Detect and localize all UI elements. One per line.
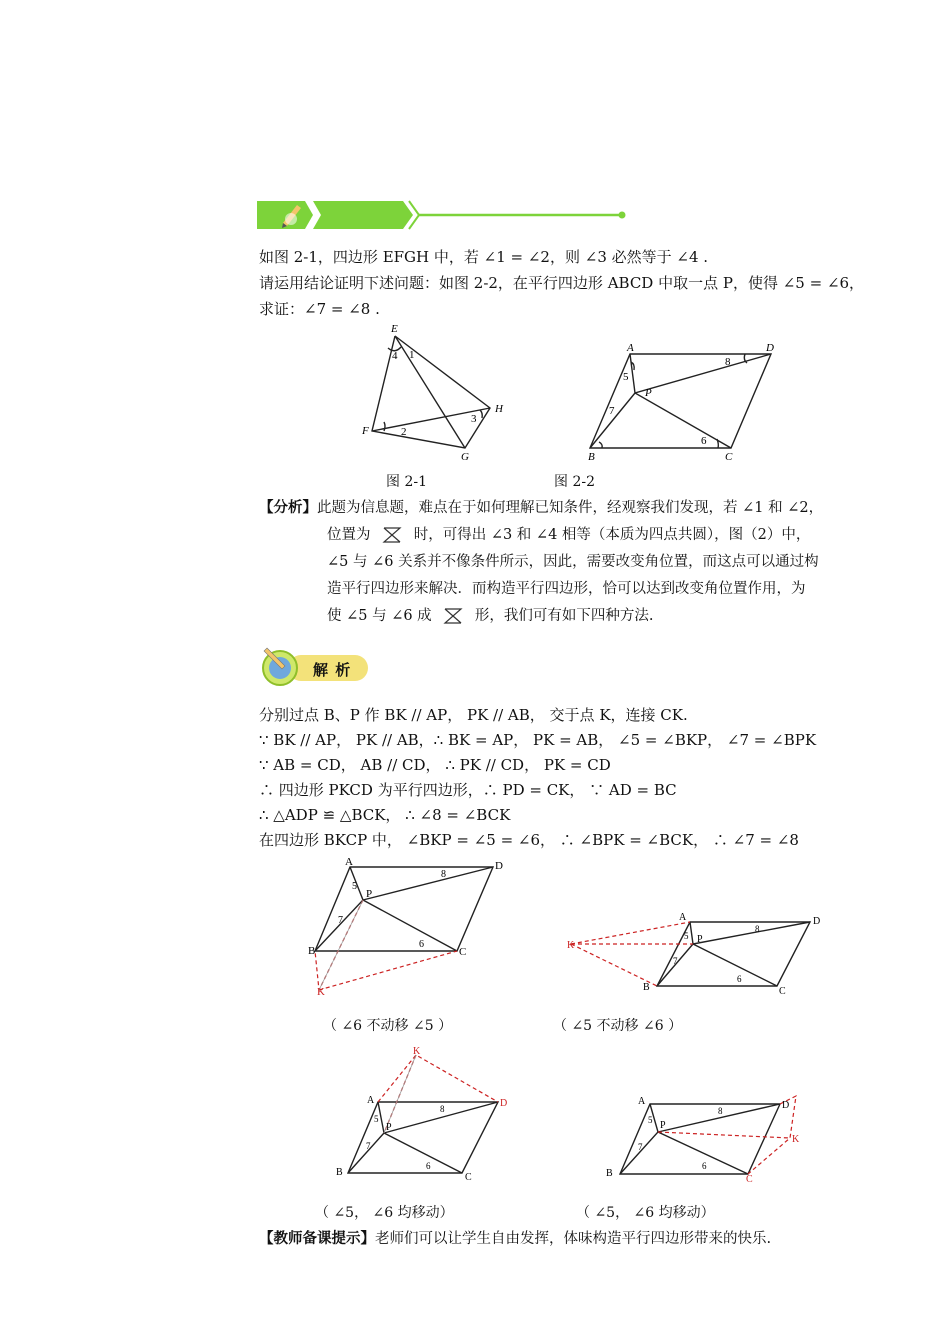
angle-7: 7 — [338, 915, 343, 926]
label-C: C — [746, 1174, 753, 1183]
angle-7: 7 — [673, 956, 678, 966]
method-4-caption: （ ∠5， ∠6 均移动） — [576, 1205, 715, 1221]
method-figure-3 — [330, 1045, 520, 1180]
fig-2-1-caption: 图 2-1 — [386, 474, 427, 490]
label-K: K — [317, 986, 325, 998]
solution-line-4: ∴ 四边形 PKCD 为平行四边形，∴ PD = CK， ∵ AD = BC — [259, 781, 677, 799]
method-figure-4 — [598, 1088, 813, 1183]
figure-2-2 — [585, 338, 785, 468]
label-K: K — [413, 1046, 421, 1057]
label-A: A — [679, 912, 687, 923]
label-K: K — [567, 940, 575, 951]
label-D: D — [495, 860, 503, 872]
solution-line-2: ∵ BK // AP， PK // AB，∴ BK = AP， PK = AB， ∠5 = ∠BKP， ∠7 = ∠BPK — [259, 731, 817, 749]
angle-8: 8 — [725, 356, 731, 368]
label-B: B — [308, 945, 316, 957]
angle-5: 5 — [623, 371, 629, 383]
label-C: C — [465, 1172, 472, 1180]
label-D: D — [813, 916, 821, 927]
angle-6: 6 — [701, 435, 707, 447]
label-A: A — [627, 342, 634, 354]
section-banner — [255, 195, 635, 235]
problem-line-1: 如图 2-1，四边形 EFGH 中，若 ∠1 = ∠2，则 ∠3 必然等于 ∠4 . — [259, 248, 709, 266]
method-2-caption: （ ∠5 不动移 ∠6 ） — [553, 1018, 683, 1034]
tip-tag: 【教师备课提示】 — [259, 1230, 375, 1247]
analysis-row-3: ∠5 与 ∠6 关系并不像条件所示，因此，需要改变角位置，而这点可以通过构 — [327, 554, 819, 570]
angle-7: 7 — [638, 1142, 643, 1152]
angle-8: 8 — [755, 924, 760, 934]
angle-3: 3 — [471, 413, 477, 425]
analysis-row-5b: 形，我们可有如下四种方法. — [474, 608, 654, 624]
angle-1: 1 — [409, 349, 415, 361]
method-1-caption: （ ∠6 不动移 ∠5 ） — [323, 1018, 453, 1034]
angle-5: 5 — [648, 1115, 653, 1125]
angle-8: 8 — [718, 1106, 723, 1116]
angle-7: 7 — [366, 1141, 371, 1151]
analysis-row-2a: 位置为 — [327, 527, 371, 543]
angle-4: 4 — [392, 350, 398, 362]
method-figure-2 — [565, 908, 830, 998]
label-H: H — [495, 403, 503, 415]
label-C: C — [459, 946, 467, 958]
angle-5: 5 — [352, 881, 357, 892]
tip-text: 老师们可以让学生自由发挥，体味构造平行四边形带来的快乐. — [375, 1231, 772, 1247]
solution-badge-label: 解 析 — [313, 661, 352, 679]
label-P: P — [366, 888, 373, 900]
angle-5: 5 — [684, 931, 689, 941]
label-B: B — [336, 1167, 343, 1178]
bowtie-icon — [442, 607, 464, 625]
angle-6: 6 — [737, 974, 742, 984]
solution-line-5: ∴ △ADP ≌ △BCK， ∴ ∠8 = ∠BCK — [259, 806, 511, 824]
angle-6: 6 — [702, 1161, 707, 1171]
analysis-tag: 【分析】 — [259, 499, 317, 516]
label-B: B — [606, 1168, 613, 1179]
label-B: B — [643, 982, 650, 993]
solution-line-6: 在四边形 BKCP 中， ∠BKP = ∠5 = ∠6， ∴ ∠BPK = ∠BCK， ∴ ∠7 = ∠8 — [259, 831, 799, 849]
label-A: A — [345, 856, 353, 868]
solution-line-1: 分别过点 B、P 作 BK // AP， PK // AB， 交于点 K，连接 CK. — [259, 706, 688, 724]
label-D: D — [500, 1098, 508, 1109]
problem-line-3: 求证：∠7 = ∠8 . — [259, 300, 380, 318]
angle-6: 6 — [419, 939, 424, 950]
label-C: C — [779, 986, 786, 997]
label-C: C — [725, 451, 733, 463]
solution-line-3: ∵ AB = CD， AB // CD， ∴ PK // CD， PK = CD — [259, 756, 611, 774]
method-3-caption: （ ∠5， ∠6 均移动） — [315, 1205, 454, 1221]
label-E: E — [391, 323, 398, 335]
label-K: K — [792, 1134, 800, 1145]
fig-2-2-caption: 图 2-2 — [554, 474, 595, 490]
label-F: F — [362, 425, 369, 437]
analysis-block — [259, 494, 899, 630]
method-figure-1 — [305, 855, 520, 1000]
label-B: B — [588, 451, 595, 463]
label-P: P — [660, 1120, 666, 1131]
analysis-row-5a: 使 ∠5 与 ∠6 成 — [327, 608, 432, 624]
figure-2-1 — [355, 318, 525, 468]
analysis-row-1: 此题为信息题，难点在于如何理解已知条件，经观察我们发现，若 ∠1 和 ∠2， — [317, 500, 824, 516]
angle-8: 8 — [441, 869, 446, 880]
label-P: P — [386, 1122, 392, 1133]
label-G: G — [461, 451, 469, 463]
angle-2: 2 — [401, 426, 407, 438]
label-A: A — [367, 1095, 375, 1106]
label-P: P — [697, 934, 703, 945]
problem-line-2: 请运用结论证明下述问题：如图 2-2，在平行四边形 ABCD 中取一点 P，使得 ∠5 = ∠6， — [259, 274, 865, 292]
bowtie-icon — [381, 526, 403, 544]
label-A: A — [638, 1096, 646, 1107]
analysis-row-4: 造平行四边形来解决．而构造平行四边形，恰可以达到改变角位置作用，为 — [327, 581, 806, 597]
label-P: P — [645, 387, 652, 399]
angle-7: 7 — [609, 405, 615, 417]
angle-5: 5 — [374, 1114, 379, 1124]
label-D: D — [782, 1100, 790, 1111]
analysis-row-2b: 时，可得出 ∠3 和 ∠4 相等（本质为四点共圆），图（2）中， — [413, 527, 811, 543]
angle-6: 6 — [426, 1161, 431, 1171]
label-D: D — [766, 342, 774, 354]
angle-8: 8 — [440, 1104, 445, 1114]
